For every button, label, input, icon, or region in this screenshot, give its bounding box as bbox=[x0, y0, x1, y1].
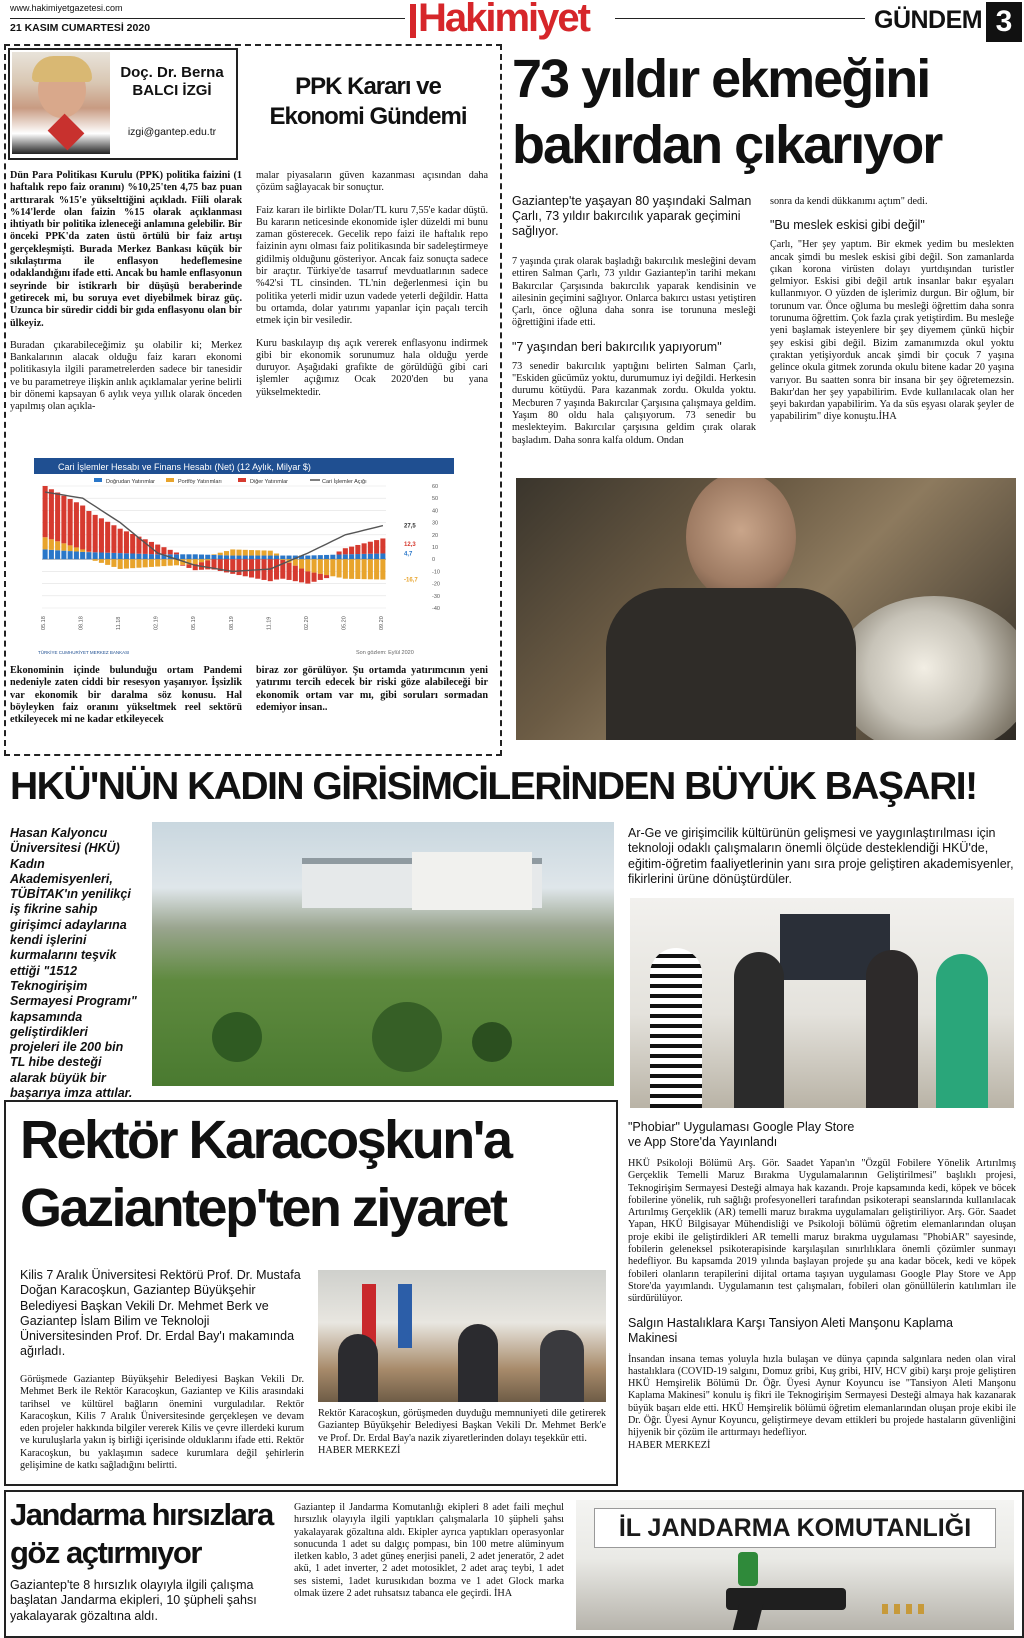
chart-bar bbox=[93, 552, 98, 559]
chart-bar bbox=[318, 559, 323, 574]
copper-plate bbox=[834, 596, 1016, 740]
chart-bar bbox=[368, 542, 373, 554]
chart-bar bbox=[136, 554, 141, 559]
column-text-left bbox=[10, 170, 242, 424]
y-tick-label: 20 bbox=[432, 532, 439, 539]
y-tick-label: -20 bbox=[432, 581, 440, 588]
chart-bar bbox=[93, 515, 98, 552]
chart-bar bbox=[349, 559, 354, 579]
campus-building-2 bbox=[412, 852, 532, 910]
legend-swatch bbox=[238, 478, 246, 482]
jandarma-headline bbox=[10, 1496, 280, 1572]
chart-bar bbox=[61, 543, 66, 550]
chart-bar bbox=[155, 554, 160, 559]
chart-bar bbox=[168, 559, 173, 566]
chart-bar bbox=[143, 554, 148, 559]
chart-bar bbox=[180, 565, 185, 566]
hku-text bbox=[628, 1120, 1016, 1452]
chart-bar bbox=[124, 553, 129, 559]
chart-bar bbox=[80, 506, 85, 550]
author-email[interactable]: izgi@gantep.edu.tr bbox=[127, 126, 217, 138]
chart-bar bbox=[255, 559, 260, 579]
y-tick-label: -30 bbox=[432, 593, 440, 600]
chart-bar bbox=[186, 554, 191, 559]
author-hair bbox=[32, 56, 92, 82]
chart-bar bbox=[355, 559, 360, 579]
bakir-text-left bbox=[512, 256, 756, 457]
hku-team-photo bbox=[630, 898, 1014, 1108]
chart-bar bbox=[380, 553, 385, 559]
issue-date: 21 KASIM CUMARTESİ 2020 bbox=[10, 22, 151, 34]
page-number: 3 bbox=[986, 2, 1022, 42]
chart-bar bbox=[368, 554, 373, 559]
chart-bar bbox=[205, 555, 210, 559]
chart-bar bbox=[68, 499, 73, 545]
chart-bar bbox=[312, 573, 317, 582]
bakir-paragraph: 7 yaşında çırak olarak başladığı bakırcılık mesleğini devam ettiren Salman Çarlı, 73 yıldır Gaziantep'in tarihi mekanı Bakırcılar Çarşısında bakırcılık yaparak kendisinin ve ailesinin geçimini sağlıyor. Onlarca bakırcı ustası yetiştiren Çarlı, önce oğluna daha sonra ise torununa mesleği öğrettiğini ifade etti. bbox=[512, 256, 756, 329]
chart-bar bbox=[111, 553, 116, 559]
y-tick-label: 30 bbox=[432, 520, 439, 527]
chart-bar bbox=[324, 559, 329, 575]
flag bbox=[398, 1284, 412, 1348]
chart-bar bbox=[249, 559, 254, 577]
chart-bar bbox=[143, 559, 148, 567]
chart-bar bbox=[93, 559, 98, 561]
person bbox=[936, 954, 988, 1108]
rektor-paragraph: Rektör Karacoşkun, görüşmeden duyduğu memnuniyeti dile getirerek Gaziantep Büyükşehir Belediyesi Başkan Vekili Dr. Mehmet Berk'e ve Prof. Dr. Erdal Bay'a nazik ziyaretlerinden dolayı teşekkür etti. bbox=[318, 1408, 606, 1444]
person bbox=[866, 950, 918, 1108]
end-data-label: 27,5 bbox=[404, 523, 416, 530]
chart-bar bbox=[355, 554, 360, 559]
chart-bar bbox=[49, 489, 54, 539]
hku-subhead: Salgın Hastalıklara Karşı Tansiyon Aleti Manşonu Kaplama Makinesi bbox=[628, 1315, 953, 1345]
hku-paragraph: İnsandan insana temas yoluyla hızla bulaşan ve dünya çapında salgınlara neden olan viral hastalıklara (COVID-19 salgını, Domuz gribi, Kuş gribi, HIV, HCV gibi) karşı proje geliştiren HKÜ Hemşirelik Bölümü Dr. Öğr. Üyesi Aynur Koyuncu ise "Tansiyon Aleti Manşonu Kaplama Makinesi" konulu iş fikri ile Teknogirişim Sermayesi Desteği almaya hak kazanarak büyük başarı elde etti. HKÜ Hemşirelik bölümü öğretim elemanlarından oluşan proje ekibi ile Dr. Öğr. Üyesi Aynur Koyuncu, geliştirmeye devam ettikleri bu projede hastaların güvenliğini hijyenik bir çözüm ile arttırmayı hedefliyor. bbox=[628, 1353, 1016, 1439]
chart-bar bbox=[236, 559, 241, 575]
bakir-headline: 73 yıldır ekmeğini bakırdan çıkarıyor bbox=[512, 49, 942, 175]
chart-bar bbox=[280, 556, 285, 560]
y-tick-label: -40 bbox=[432, 606, 440, 612]
column-paragraph: malar piyasaların güven kazanması açısından daha çözüm sağlayacak bir sonuçtur. bbox=[256, 170, 488, 194]
hku-lead-left: Hasan Kalyoncu Üniversitesi (HKÜ) Kadın Akademisyenleri, TÜBİTAK'ın yenilikçi iş fikrine sahip girişimci adaylarına kendi işlerini kurmalarını teşvik ettiği "1512 Teknogirişim Sermayesi Programı" kapsamında geliştirdikleri projeleri ile 200 bin TL hibe desteği alarak büyük bir başarıya imza attılar. bbox=[10, 826, 137, 1101]
chart-bar bbox=[136, 559, 141, 568]
chart-bar bbox=[374, 554, 379, 560]
chart-bar bbox=[124, 559, 129, 568]
chart-source: Son gözlem: Eylül 2020 bbox=[356, 650, 414, 656]
chart-bar bbox=[168, 550, 173, 554]
column-text-bottom-right: biraz zor görülüyor. Şu ortamda yatırımcının yeni yatırımı tercih edecek bir riski göze alabileceği bir ekonomik ortam var mı, gibi soruları sormadan edemiyor insan.. bbox=[256, 665, 488, 713]
chart-bar bbox=[318, 574, 323, 580]
site-url[interactable]: www.hakimiyetgazetesi.com bbox=[10, 3, 123, 13]
chart-bar bbox=[55, 541, 60, 550]
bakir-paragraph: 73 senedir bakırcılık yaptığını belirten Salman Çarlı, "Eskiden gücümüz yoktu, durumumuz iyi değildi. Herkesin durumu kötüydü. Para kazanmak zordu. Okulda yoktu. Mecburen 7 yaşında Bakırcılar Çarşısına çalışmaya geldim. Yaşım 80 oldu hala çalışıyorum. 73 senedir bu meslekteyim. Bakırcılar çarşısına geldim çırak olarak başladım. Daha sonra kalfa oldum. Ondan bbox=[512, 360, 756, 446]
chart-bar bbox=[330, 559, 335, 576]
chart-bar bbox=[105, 559, 110, 565]
chart-bar bbox=[49, 539, 54, 550]
chart-bar bbox=[305, 559, 310, 571]
chart-bar bbox=[105, 522, 110, 553]
chart-bar bbox=[118, 553, 123, 559]
chart-title: Cari İşlemler Hesabı ve Finans Hesabı (Net) (12 Aylık, Milyar $) bbox=[58, 462, 311, 472]
x-tick-label: 02.20 bbox=[303, 616, 310, 630]
chart-bar bbox=[274, 554, 279, 556]
rektor-headline bbox=[20, 1106, 600, 1242]
y-tick-label: 50 bbox=[432, 496, 439, 503]
chart-bar bbox=[349, 547, 354, 555]
chart-bar bbox=[280, 559, 285, 560]
chart-bar bbox=[243, 559, 248, 576]
author-scarf bbox=[48, 114, 85, 151]
chart-bar bbox=[161, 559, 166, 566]
logo bbox=[410, 0, 610, 42]
x-tick-label: 09.20 bbox=[378, 616, 385, 630]
chart-bar bbox=[305, 556, 310, 560]
chart-bar bbox=[324, 575, 329, 578]
chart-bar bbox=[343, 559, 348, 579]
legend-swatch bbox=[166, 478, 174, 482]
chart-bar bbox=[55, 550, 60, 559]
rektor-photo bbox=[318, 1270, 606, 1402]
chart-bar bbox=[55, 493, 60, 542]
chart-bar bbox=[74, 551, 79, 559]
chart-bar bbox=[174, 552, 179, 554]
x-tick-label: 05.19 bbox=[191, 616, 198, 630]
chart-bar bbox=[111, 525, 116, 553]
chart-bar bbox=[293, 559, 298, 566]
campus-tree bbox=[372, 1002, 442, 1072]
chart-bar bbox=[149, 554, 154, 559]
rektor-byline: HABER MERKEZİ bbox=[318, 1444, 401, 1456]
hku-campus-photo bbox=[152, 822, 614, 1086]
bullets bbox=[882, 1604, 926, 1614]
chart-bar bbox=[193, 554, 198, 559]
chart-bar bbox=[268, 556, 273, 560]
x-tick-label: 11.18 bbox=[116, 616, 123, 630]
chart-bar bbox=[255, 556, 260, 560]
end-data-label: 4,7 bbox=[404, 551, 413, 558]
chart-bar bbox=[43, 549, 48, 559]
chart-bar bbox=[99, 559, 104, 563]
legend-entry: Doğrudan Yatırımlar bbox=[106, 479, 156, 485]
x-tick-label: 08.19 bbox=[228, 616, 235, 630]
person bbox=[650, 948, 702, 1108]
chart-bar bbox=[61, 551, 66, 560]
jandarma-sign bbox=[594, 1508, 996, 1548]
author-box bbox=[8, 48, 238, 160]
chart-bar bbox=[362, 554, 367, 559]
chart-bar bbox=[74, 547, 79, 551]
chart-bar bbox=[243, 556, 248, 560]
y-tick-label: 60 bbox=[432, 484, 439, 490]
chart-bar bbox=[99, 518, 104, 552]
y-tick-label: 0 bbox=[432, 557, 436, 564]
chart-bar bbox=[343, 548, 348, 554]
column-title: PPK Kararı ve Ekonomi Gündemi bbox=[269, 73, 467, 130]
chart-bar bbox=[380, 559, 385, 579]
chart-bar bbox=[49, 550, 54, 559]
logo-accent bbox=[410, 4, 416, 38]
chart-bar bbox=[268, 559, 273, 581]
chart-bar bbox=[337, 551, 342, 554]
column-paragraph: Faiz kararı ile birlikte Dolar/TL kuru 7,55'e kadar düştü. Bu kararın neticesinde ekonomide işler düzeldi mi bunu zaman gösterecek. Gecelik repo faizi ile haftalık repo faizinin aynı olması faiz politikasında bir sadeleştirmeye gidilmiş olduğunu gösteriyor. Ancak faiz sonuçta sadece bir araçtır. Türkiye'de tasarruf mevduatlarının sadece %42'si TL cinsinden. TL'nin değerlenmesi için bu politika yeterli midir uzun vadede yeterli değildir. Hatta bu ortamda, dolar yatırımı yapanlar için paçalı tercih etmek için bir vesiledir. bbox=[256, 204, 488, 327]
chart-bar bbox=[193, 559, 198, 564]
chart-bar bbox=[118, 529, 123, 553]
chart-bar bbox=[211, 554, 216, 555]
chart-bar bbox=[330, 555, 335, 559]
chart-bar bbox=[105, 553, 110, 560]
person bbox=[540, 1330, 584, 1402]
masthead-rule bbox=[10, 18, 405, 19]
chart-bar bbox=[312, 555, 317, 559]
jandarma-headline-line2: göz açtırmıyor bbox=[10, 1535, 201, 1570]
jandarma-text: Gaziantep il Jandarma Komutanlığı ekipleri 8 adet faili meçhul hırsızlık olayıyla ilgili yaptıkları çalışmalarla 10 şüpheli şahsı yakalayarak gözaltına aldı. Ekipler ayrıca yaptıkları operasyonlar sonucunda 1 adet su dalgıç pompası, bin 100 metre alüminyum iletken kablo, 3 adet güneş enerjisi paneli, 2 adet jeneratör, 2 adet akü, 1 adet inverter, 2 adet motosiklet, 2 adet araç teybi, 1 adet ses sistemi, 1adet kurusıkıdan bozma ve 1 adet Glock marka olmak üzere 2 adet ruhsatsız tabanca ele geçirdi. İHA bbox=[294, 1502, 564, 1600]
person bbox=[338, 1334, 378, 1402]
bakir-subhead: "7 yaşından beri bakırcılık yapıyorum" bbox=[512, 339, 722, 354]
chart-bar bbox=[305, 571, 310, 583]
chart-bar bbox=[130, 559, 135, 568]
author-name: Doç. Dr. Berna BALCI İZGİ bbox=[120, 64, 224, 99]
person bbox=[734, 952, 784, 1108]
chart-bar bbox=[86, 511, 91, 552]
masthead-rule-right bbox=[615, 18, 865, 19]
legend-entry: Diğer Yatırımlar bbox=[250, 479, 289, 485]
x-tick-label: 02.19 bbox=[153, 616, 160, 630]
chart-bar bbox=[130, 534, 135, 554]
chart-bar bbox=[211, 555, 216, 559]
column-paragraph: Dün Para Politikası Kurulu (PPK) politika faizini (1 haftalık repo faiz oranını) %10,25'ten 4,75 baz puan arttırarak %15'e yükselttiğini açıkladı. Fiili olarak %14'lerde olan faizin %15 olarak açıklanması ihtiyatlı bir politika izleneceği anlamına gelebilir. Bir önceki PPK'da zaten üstü örtülü bir faiz artışı gerçekleşmişti. Burada Merkez Bankası küçük bir sıkılaştırma ile enflasyon hedeflemesine odaklandığını ifade etti. Ancak bu hamle enflasyonun seyrinde bir istikrarlı bir düşüşü beraberinde getirecek mi, bu soruya evet diyebilmek biraz güç. Uzunca bir süredir ciddi bir gıda enflasyonu olan bir ülkeyiz. bbox=[10, 170, 242, 329]
bakir-paragraph: sonra da kendi dükkanımı açtım" dedi. bbox=[770, 196, 928, 207]
rektor-text-left: Görüşmede Gaziantep Büyükşehir Belediyesi Başkan Vekili Dr. Mehmet Berk ile Rektör Karacoşkun, Gaziantep ve Kilis arasındaki tarihsel ve kültürel bağların önemini vurguladılar. Rektör Karacoşkun, Kilis 7 Aralık Üniversitesinde gerçekleşen ve devam eden projeler hakkında bilgiler vererek Kilis ve çevre illerdeki kurum ve kuruluşlarla yakın iş birliği içerisinde olduklarını ifade etti. Rektör Karacoşkun, bu yaklaşımın sadece kurumlara değil şehirlerin gelişimine de katkı sağladığını belirtti. bbox=[20, 1374, 304, 1472]
chart-bar bbox=[68, 545, 73, 551]
chart-bar bbox=[374, 559, 379, 579]
y-tick-label: -10 bbox=[432, 569, 440, 576]
chart-bar bbox=[243, 550, 248, 556]
chart-bar bbox=[161, 547, 166, 554]
chart-bar bbox=[118, 559, 123, 569]
chart-bar bbox=[274, 556, 279, 560]
chart-bar bbox=[324, 555, 329, 559]
bakir-lead: Gaziantep'te yaşayan 80 yaşındaki Salman Çarlı, 73 yıldır bakırcılık yaparak geçimini sağlıyor. bbox=[512, 194, 752, 238]
craftsman-body bbox=[606, 588, 856, 740]
chart-bar bbox=[293, 566, 298, 581]
chart-bar bbox=[255, 550, 260, 555]
chart-publisher: TÜRKİYE CUMHURİYET MERKEZ BANKASI bbox=[38, 650, 130, 655]
x-tick-label: 11.19 bbox=[266, 616, 273, 630]
chart-bar bbox=[124, 531, 129, 553]
legend-entry: Cari İşlemler Açığı bbox=[322, 479, 367, 485]
chart-bar bbox=[80, 552, 85, 559]
chart-bar bbox=[155, 559, 160, 566]
chart-bar bbox=[80, 549, 85, 551]
hku-subhead: "Phobiar" Uygulaması Google Play Store ve App Store'da Yayınlandı bbox=[628, 1120, 855, 1149]
jandarma-lead: Gaziantep'te 8 hırsızlık olayıyla ilgili çalışma başlatan Jandarma ekipleri, 10 şüpheli şahsı yakalayarak gözaltına aldı. bbox=[10, 1578, 257, 1623]
hku-paragraph: HKÜ Psikoloji Bölümü Arş. Gör. Saadet Yapan'ın "Özgül Fobilere Yönelik Artırılmış Gerçeklik Temelli Maruz Bırakma Uygulamalarının Geliştirilmesi" başlıklı projesi, Teknogirişim Sermayesi Desteği almaya hak kazandı. Proje kapsamında kedi, köpek ve böcek fobilerine yönelik, ruh sağlığı profesyonelleri tarafından psikoterapi seanslarında kullanılacak Artırılmış Gerçeklik (AR) temelli maruz bırakma uygulamaları geliştiriliyor. Arş. Gör. Saadet Yapan, HKÜ Bilgisayar Mühendisliği ve Psikoloji bölümü öğretim elemanlarından oluşan proje ekibi ile geliştirdikleri AR temelli maruz bırakma uygulaması "PhobiAR" sayesinde, fobilerin geleneksel psikoterapisinde karşılaşılan sınırlılıklara önemli çözümler sunmayı hedefliyor. Bu kapsamda 2019 yılında başlayan projede şu ana kadar böcek, kedi ve köpek fobileri olanların terapilerini dijital ortama taşıyan uygulaması Google Play Store ve App Store'da yayımlandı. Uygulamanın test çalışmaları, fobileri olan gönüllülerin katılımları ile sürdürülüyor. bbox=[628, 1158, 1016, 1305]
chart-bar bbox=[43, 486, 48, 537]
person bbox=[458, 1324, 498, 1402]
chart-bar bbox=[186, 564, 191, 567]
y-tick-label: 40 bbox=[432, 508, 439, 515]
chart-bar bbox=[218, 555, 223, 559]
chart bbox=[34, 458, 454, 658]
rektor-text-right bbox=[318, 1408, 606, 1457]
section-name: GÜNDEM bbox=[874, 6, 983, 34]
chart-bar bbox=[230, 556, 235, 560]
rektor-headline-line1: Rektör Karacoşkun'a bbox=[20, 1110, 511, 1170]
bottle bbox=[738, 1552, 758, 1586]
x-tick-label: 05.20 bbox=[341, 616, 348, 630]
chart-bar bbox=[68, 551, 73, 559]
bakir-subhead: "Bu meslek eskisi gibi değil" bbox=[770, 218, 925, 233]
chart-bar bbox=[380, 538, 385, 553]
chart-bar bbox=[130, 554, 135, 560]
chart-bar bbox=[199, 555, 204, 560]
chart-bar bbox=[180, 554, 185, 559]
chart-bar bbox=[218, 553, 223, 555]
bakir-text-right bbox=[770, 196, 1014, 434]
chart-bar bbox=[236, 550, 241, 556]
chart-bar bbox=[86, 552, 91, 559]
chart-bar bbox=[355, 545, 360, 554]
chart-bar bbox=[362, 559, 367, 579]
chart-bar bbox=[262, 556, 267, 560]
chart-bar bbox=[205, 559, 210, 560]
chart-bar bbox=[299, 569, 304, 583]
chart-bar bbox=[287, 563, 292, 580]
chart-bar bbox=[111, 559, 116, 567]
jandarma-photo bbox=[576, 1500, 1014, 1630]
chart-bar bbox=[312, 559, 317, 572]
chart-bar bbox=[337, 559, 342, 577]
rektor-lead: Kilis 7 Aralık Üniversitesi Rektörü Prof. Dr. Mustafa Doğan Karacoşkun, Gaziantep Büyükşehir Belediyesi Başkan Vekili Dr. Mehmet Berk ve Gaziantep İslam Bilim ve Teknoloji Üniversitesinden Prof. Dr. Erdal Bay'ı makamında ağırladı. bbox=[20, 1268, 301, 1359]
legend-swatch bbox=[94, 478, 102, 482]
bakir-paragraph: Çarlı, "Her şey yaptım. Bir ekmek yedim bu meslekten ancak şimdi bu meslek eskisi gibi değil. Son zamanlarda çıkan korona virüsten dolayı yurtdışından turistler gelmiyor. Eskisi gibi değil artık insanlar bakır eşyaları kullanmıyor. O yüzden de işlerimiz durgun. Bir oğlum, bir torunum var. Önce oğluma bu mesleği öğrettim daha sonra torunuma öğrettim. Çok fazla çırak yetiştirdim. Bu mesleğe yeni başlamak isteyenlere bir şey diyemem çünkü hiçbir şey eskisi gibi değil. Bizim zamanımızda okul yoktu çıraktan yetişiyorduk ancak şimdi bir çocuk 7 yaşına gelince okula gitmek zorunda okulu bitene kadar 20 yaşına varıyor. Bu saatten sonra bir insana bir şey öğretemezsin. Bakır'dan her şey yapabilirim. Evde kullanılacak olan her şeyi bakırdan yapabilirim. Ya da süs eşyası olarak şeyler de yapabilirim" diye konuştu.İHA bbox=[770, 239, 1014, 423]
pistol-grip bbox=[733, 1604, 763, 1630]
x-tick-label: 05.18 bbox=[41, 616, 48, 630]
hku-headline: HKÜ'NÜN KADIN GİRİSİMCİLERİNDEN BÜYÜK BAŞARI! bbox=[10, 765, 977, 808]
chart-bar bbox=[99, 552, 104, 559]
chart-bar bbox=[236, 556, 241, 560]
column-paragraph: Kuru baskılayıp dış açık vererek enflasyonu indirmek gibi bir ekonomik sorunumuz hala olduğu yerde duruyor. Aşağıdaki grafikte de görüldüğü gibi cari işlemler açığımız Ocak 2020'den bu yana yükselmektedir. bbox=[256, 337, 488, 398]
masthead bbox=[0, 0, 1024, 44]
chart-bar bbox=[318, 555, 323, 559]
column-text-right bbox=[256, 170, 488, 409]
chart-bar bbox=[299, 559, 304, 568]
logo-wordmark: Hakimiyet bbox=[418, 0, 589, 40]
chart-bar bbox=[74, 502, 79, 547]
chart-bar bbox=[199, 559, 204, 562]
chart-bar bbox=[268, 551, 273, 556]
chart-bar bbox=[368, 559, 373, 579]
chart-bar bbox=[249, 556, 254, 560]
craftsman-head bbox=[686, 478, 796, 602]
chart-bar bbox=[287, 556, 292, 560]
chart-bar bbox=[362, 543, 367, 554]
jandarma-headline-line1: Jandarma hırsızlara bbox=[10, 1497, 273, 1532]
column-paragraph: Buradan çıkarabileceğimiz şu olabilir ki; Merkez Bankalarının alacak olduğu faiz kararı ekonomi politikasıyla ilgili parametrelerden sadece bir tanesidir ve bu parametreye ilişkin anlık açıklamalar yerine belirli bir dönemi kapsayan 6 aylık veya yıllık olarak önceden yapılmış olan açıkla- bbox=[10, 339, 242, 413]
chart-bar bbox=[224, 551, 229, 555]
chart-bar bbox=[337, 555, 342, 560]
chart-bar bbox=[230, 549, 235, 555]
column-text-bottom-left: Ekonominin içinde bulunduğu ortam Pandemi nedeniyle zaten ciddi bir resesyon yaşanıyor. İşsizlik var ekonomik bir daralma söz konusu. Hal böyleyken faiz oranını yükseltmek reel sektörü etkileyecek mi ne kadar etkileyecek bbox=[10, 665, 242, 726]
chart-bar bbox=[43, 537, 48, 549]
chart-figure bbox=[34, 458, 454, 658]
campus-tree bbox=[472, 1022, 512, 1062]
end-data-label: -16,7 bbox=[404, 577, 418, 584]
jandarma-sign-text: İL JANDARMA KOMUTANLIĞI bbox=[618, 1514, 972, 1542]
hku-lead-right: Ar-Ge ve girişimcilik kültürünün gelişmesi ve yaygınlaştırılması için teknoloji odaklı çalışmaların önemli ölçüde desteklendiği HKÜ'de, eğitim-öğretim faaliyetlerinin yanı sıra proje geliştiren akademisyenler, fikirlerini ürüne dönüştürdüler. bbox=[628, 826, 1014, 886]
x-tick-label: 08.18 bbox=[78, 616, 85, 630]
chart-bar bbox=[349, 554, 354, 559]
chart-bar bbox=[249, 550, 254, 555]
hku-byline: HABER MERKEZİ bbox=[628, 1439, 711, 1451]
author-photo bbox=[12, 52, 110, 154]
campus-tree bbox=[212, 1012, 262, 1062]
legend-entry: Portföy Yatırımları bbox=[178, 479, 222, 485]
chart-bar bbox=[374, 540, 379, 554]
rektor-headline-line2: Gaziantep'ten ziyaret bbox=[20, 1178, 506, 1238]
chart-bar bbox=[262, 550, 267, 555]
chart-bar bbox=[61, 496, 66, 544]
y-tick-label: 10 bbox=[432, 545, 439, 551]
end-data-label: 12,3 bbox=[404, 542, 416, 549]
chart-bar bbox=[224, 555, 229, 559]
chart-bar bbox=[149, 559, 154, 567]
bakir-photo bbox=[516, 478, 1016, 740]
chart-bar bbox=[343, 554, 348, 559]
chart-bar bbox=[274, 559, 279, 579]
